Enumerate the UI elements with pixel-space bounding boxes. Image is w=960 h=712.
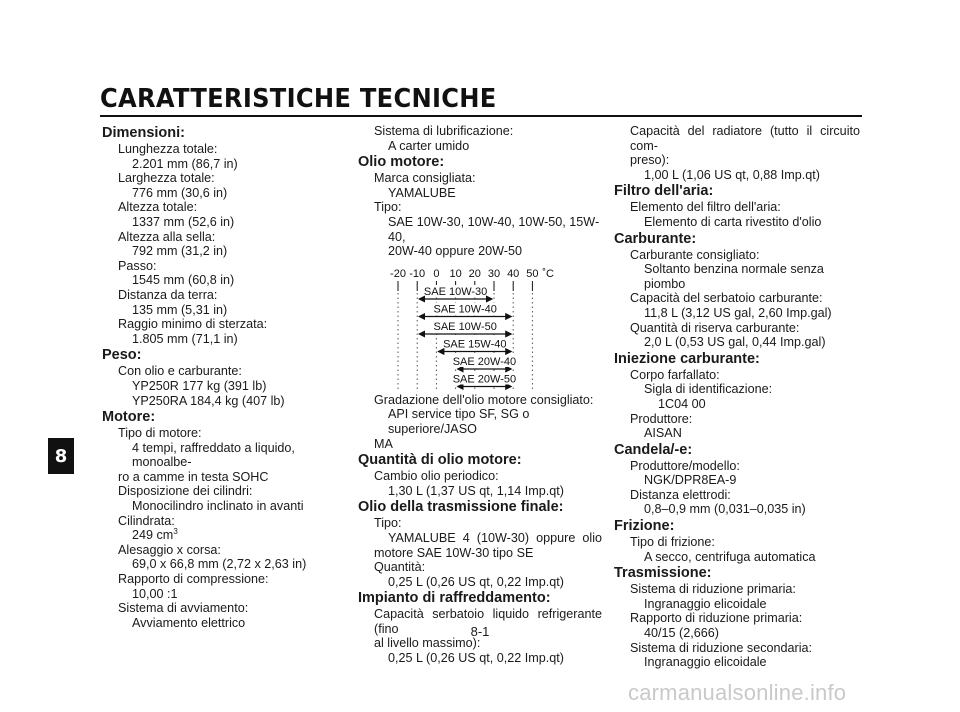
spec-label: Tipo:	[374, 516, 402, 531]
spec-label: Altezza alla sella:	[118, 229, 216, 244]
chart-series-label: SAE 10W-30	[423, 285, 488, 298]
spec-label: Rapporto di riduzione primaria:	[630, 611, 803, 626]
spec-label: Quantità:	[374, 560, 426, 575]
spec-value-continued: MA	[374, 436, 393, 451]
spec-value: Ingranaggio elicoidale	[644, 655, 767, 670]
section-heading-olio-motore: Olio motore:	[358, 154, 445, 171]
spec-label: Larghezza totale:	[118, 171, 215, 186]
spec-value: 776 mm (30,6 in)	[132, 185, 228, 200]
spec-label: Passo:	[118, 258, 157, 273]
cilindrata-superscript: 3	[173, 527, 178, 537]
chart-tick-label: 0	[433, 267, 440, 280]
spec-label: Sistema di lubrificazione:	[374, 124, 514, 138]
chart-tick-label: 10	[449, 267, 462, 280]
spec-value: 69,0 x 66,8 mm (2,72 x 2,63 in)	[132, 557, 307, 572]
spec-label-continued: al livello massimo):	[374, 636, 481, 651]
spec-label: Corpo farfallato:	[630, 367, 720, 382]
spec-label: Altezza totale:	[118, 200, 198, 215]
section-heading-iniezione: Iniezione carburante:	[614, 350, 760, 367]
chart-tick-label: 50	[526, 267, 539, 280]
spec-value-continued: ro a camme in testa SOHC	[118, 469, 269, 484]
column-3	[614, 124, 860, 670]
spec-value: NGK/DPR8EA-9	[644, 473, 737, 488]
spec-label: Elemento del filtro dell'aria:	[630, 200, 781, 215]
spec-label: Capacità serbatoio liquido refrigerante (fino	[374, 607, 602, 636]
cilindrata-value: 249 cm	[132, 528, 174, 543]
spec-value: A secco, centrifuga automatica	[644, 549, 816, 564]
spec-value: 2.201 mm (86,7 in)	[132, 156, 238, 171]
spec-value: Avviamento elettrico	[132, 615, 246, 630]
chart-tick-label: 40	[507, 267, 520, 280]
spec-label: Rapporto di compressione:	[118, 572, 269, 587]
spec-value: 40/15 (2,666)	[644, 626, 719, 641]
chapter-tab: 8	[48, 438, 74, 474]
spec-value: 20W-40 oppure 20W-50	[388, 244, 522, 259]
oil-temperature-chart	[358, 263, 598, 391]
section-heading-dimensioni: Dimensioni:	[102, 125, 185, 141]
chart-series-label: SAE 20W-50	[452, 373, 517, 386]
spec-value: 11,8 L (3,12 US gal, 2,60 Imp.gal)	[644, 305, 832, 320]
spec-value: 1.805 mm (71,1 in)	[132, 331, 238, 346]
chart-tick-label: 20	[468, 267, 481, 280]
spec-label: Quantità di riserva carburante:	[630, 320, 800, 335]
chart-tick-label: -10	[409, 267, 426, 280]
spec-value: 10,00 :1	[132, 586, 178, 601]
spec-label: Sistema di avviamento:	[118, 601, 249, 616]
spec-label: Cambio olio periodico:	[374, 469, 499, 484]
spec-label: Con olio e carburante:	[118, 364, 242, 379]
chart-series-label: SAE 10W-50	[433, 320, 497, 333]
spec-label-continued: preso):	[630, 153, 670, 168]
spec-value: 792 mm (31,2 in)	[132, 244, 228, 259]
chart-unit-label: ˚C	[542, 267, 555, 280]
spec-value: Elemento di carta rivestito d'olio	[644, 214, 822, 229]
spec-value-continued: motore SAE 10W-30 tipo SE	[374, 545, 534, 560]
chart-series-label: SAE 10W-40	[433, 303, 497, 316]
spec-value: Ingranaggio elicoidale	[644, 596, 767, 611]
spec-label: Raggio minimo di sterzata:	[118, 317, 268, 332]
spec-value: 0,8–0,9 mm (0,031–0,035 in)	[644, 502, 806, 517]
spec-value: A carter umido	[388, 138, 470, 153]
section-heading-frizione: Frizione:	[614, 518, 675, 535]
spec-value: YP250R 177 kg (391 lb)	[132, 378, 267, 393]
spec-value: 0,25 L (0,26 US qt, 0,22 Imp.qt)	[388, 574, 564, 589]
section-heading-candela: Candela/-e:	[614, 441, 693, 458]
spec-value: 0,25 L (0,26 US qt, 0,22 Imp.qt)	[388, 651, 564, 666]
spec-value: YAMALUBE	[388, 185, 456, 200]
column-1	[102, 124, 346, 630]
spec-value: 1,30 L (1,37 US qt, 1,14 Imp.qt)	[388, 483, 564, 498]
spec-label: Sistema di riduzione primaria:	[630, 582, 796, 597]
spec-value: 1,00 L (1,06 US qt, 0,88 Imp.qt)	[644, 167, 820, 182]
spec-value: Soltanto benzina normale senza piombo	[644, 262, 824, 291]
spec-label: Distanza da terra:	[118, 287, 218, 302]
page-title: CARATTERISTICHE TECNICHE	[100, 84, 497, 114]
spec-value: 1C04 00	[658, 396, 706, 411]
spec-value: 135 mm (5,31 in)	[132, 302, 228, 317]
page-number: 8-1	[470, 624, 490, 639]
spec-label: Alesaggio x corsa:	[118, 542, 221, 557]
spec-label: Sistema di riduzione secondaria:	[630, 640, 813, 655]
spec-label: Tipo:	[374, 200, 402, 215]
spec-label: Capacità del radiatore (tutto il circuito com-	[630, 124, 860, 153]
spec-label: Disposizione dei cilindri:	[118, 484, 253, 499]
spec-label: Carburante consigliato:	[630, 247, 760, 262]
spec-label: Produttore/modello:	[630, 458, 740, 473]
spec-label: Produttore:	[630, 411, 693, 426]
chart-tick-label: 30	[487, 267, 501, 280]
spec-value: 2,0 L (0,53 US gal, 0,44 Imp.gal)	[644, 335, 826, 350]
chart-series-label: SAE 15W-40	[443, 338, 507, 351]
spec-value: 1337 mm (52,6 in)	[132, 214, 235, 229]
spec-label: Capacità del serbatoio carburante:	[630, 291, 823, 306]
section-heading-raffreddamento: Impianto di raffreddamento:	[358, 590, 551, 607]
spec-value: 4 tempi, raffreddato a liquido, monoalbe-	[132, 440, 295, 470]
section-heading-olio-trasmissione-finale: Olio della trasmissione finale:	[358, 499, 564, 516]
section-heading-carburante: Carburante:	[614, 230, 697, 247]
section-heading-motore: Motore:	[102, 409, 156, 426]
spec-value-cilindrata	[102, 528, 346, 543]
spec-value: SAE 10W-30, 10W-40, 10W-50, 15W-40,	[388, 214, 600, 244]
column-2	[358, 124, 602, 666]
spec-label: Marca consigliata:	[374, 171, 476, 186]
section-heading-peso: Peso:	[102, 347, 142, 364]
spec-value: 1545 mm (60,8 in)	[132, 273, 235, 288]
spec-value: YAMALUBE 4 (10W-30) oppure olio	[388, 530, 602, 545]
spec-value: YP250RA 184,4 kg (407 lb)	[132, 393, 285, 408]
chart-series-label: SAE 20W-40	[452, 355, 517, 368]
spec-label: Lunghezza totale:	[118, 142, 218, 156]
spec-value: API service tipo SF, SG o superiore/JASO	[388, 407, 530, 436]
spec-label: Tipo di frizione:	[630, 535, 715, 550]
chart-tick-label: -20	[390, 267, 406, 280]
section-heading-trasmissione: Trasmissione:	[614, 565, 712, 582]
spec-value: AISAN	[644, 426, 682, 441]
section-heading-filtro-aria: Filtro dell'aria:	[614, 183, 714, 200]
spec-label: Gradazione dell'olio motore consigliato:	[374, 392, 594, 407]
watermark: carmanualsonline.info	[628, 680, 847, 705]
spec-label: Tipo di motore:	[118, 426, 202, 441]
spec-label: Sigla di identificazione:	[644, 382, 773, 397]
spec-label: Distanza elettrodi:	[630, 487, 731, 502]
title-rule	[100, 115, 862, 117]
section-heading-quantita-olio: Quantità di olio motore:	[358, 452, 522, 469]
spec-value: Monocilindro inclinato in avanti	[132, 499, 304, 514]
spec-label: Cilindrata:	[118, 513, 175, 528]
